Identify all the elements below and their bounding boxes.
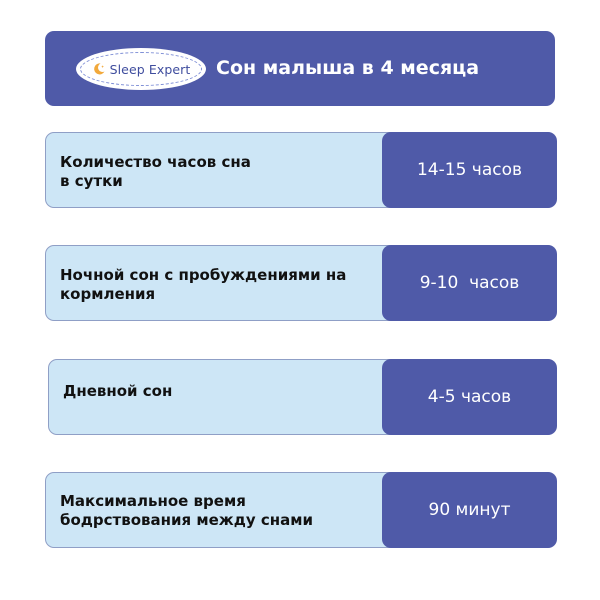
header-banner — [45, 31, 555, 106]
row-value-box — [382, 472, 557, 548]
row-label: Количество часов сна в сутки — [60, 153, 251, 190]
row-value-box — [382, 132, 557, 208]
row-value-box — [382, 359, 557, 435]
info-row-max-wake-time — [45, 472, 556, 548]
row-value: 9-10 часов — [419, 273, 520, 293]
moon-star-icon — [92, 62, 106, 76]
sleep-expert-logo — [76, 48, 206, 90]
row-label: Максимальное время бодрствования между снами — [60, 492, 313, 529]
page-title: Сон малыша в 4 месяца — [216, 57, 480, 79]
info-row-day-sleep — [48, 359, 556, 435]
row-value: 4-5 часов — [427, 387, 512, 407]
row-label: Ночной сон с пробуждениями на кормления — [60, 266, 347, 303]
row-value: 14-15 часов — [416, 160, 523, 180]
row-value-box — [382, 245, 557, 321]
info-row-total-sleep — [45, 132, 556, 208]
info-row-night-sleep — [45, 245, 556, 321]
row-label: Дневной сон — [63, 382, 173, 400]
row-value: 90 минут — [428, 500, 511, 520]
logo-text: Sleep Expert — [109, 61, 191, 77]
